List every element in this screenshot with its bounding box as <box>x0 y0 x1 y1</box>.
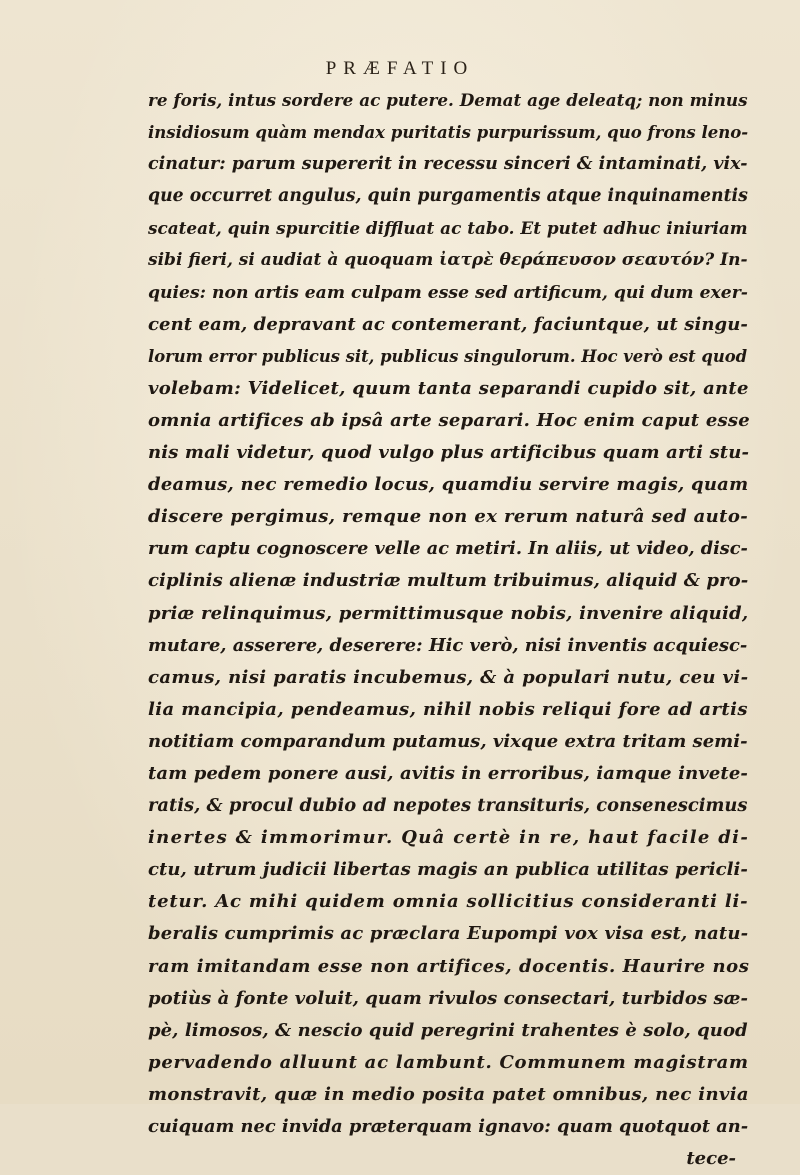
text-line-14: discere pergimus, remque non ex rerum naturâ sed auto- <box>148 506 749 528</box>
text-line-24: inertes & immorimur. Quâ certè in re, haut facile di- <box>148 827 750 849</box>
text-line-1: re foris, intus sordere ac putere. Demat age deleatq; non minus <box>148 90 748 110</box>
text-line-17: priæ relinquimus, permittimusque nobis, invenire aliquid, <box>148 602 749 624</box>
text-line-11: omnia artifices ab ipsâ arte separari. Hoc enim caput esse <box>148 409 750 431</box>
text-line-16: ciplinis alienæ industriæ multum tribuimus, aliquid & pro- <box>148 570 749 592</box>
text-line-22: tam pedem ponere ausi, avitis in erroribus, iamque invete- <box>148 762 749 784</box>
text-line-13: deamus, nec remedio locus, quamdiu servire magis, quam <box>148 474 749 496</box>
text-line-4: que occurret angulus, quin purgamentis atque inquinamentis <box>148 186 748 207</box>
text-line-31: pervadendo alluunt ac lambunt. Communem magistram <box>148 1051 749 1073</box>
text-line-10: volebam: Videlicet, quum tanta separandi cupido sit, ante <box>148 377 749 399</box>
text-line-12: nis mali videtur, quod vulgo plus artificibus quam arti stu- <box>148 442 750 464</box>
text-line-7: quies: non artis eam culpam esse sed artificum, qui dum exer- <box>148 282 748 303</box>
text-line-19: camus, nisi paratis incubemus, & à populari nutu, ceu vi- <box>148 666 749 688</box>
catchword: tece- <box>686 1148 736 1170</box>
text-line-25: ctu, utrum judicii libertas magis an publica utilitas pericli- <box>148 859 748 881</box>
text-line-28: ram imitandam esse non artifices, docentis. Haurire nos <box>148 955 750 977</box>
text-line-18: mutare, asserere, deserere: Hic verò, nisi inventis acquiesc- <box>148 634 748 656</box>
body-text <box>148 84 748 1175</box>
text-line-21: notitiam comparandum putamus, vixque extra tritam semi- <box>148 730 748 752</box>
page-header: PRÆFATIO <box>325 58 475 79</box>
text-line-2: insidiosum quàm mendax puritatis purpurissum, quo frons leno- <box>148 122 749 143</box>
text-line-26: tetur. Ac mihi quidem omnia sollicitius consideranti li- <box>148 891 749 913</box>
text-line-20: lia mancipia, pendeamus, nihil nobis reliqui fore ad artis <box>148 698 748 720</box>
text-line-6: sibi fieri, si audiat à quoquam ἰατρὲ θεράπευσον σεαυτόν? In- <box>148 250 748 271</box>
text-line-29: potiùs à fonte voluit, quam rivulos consectari, turbidos sæ- <box>148 987 748 1009</box>
text-line-15: rum captu cognoscere velle ac metiri. In aliis, ut video, disc- <box>148 538 748 560</box>
text-line-5: scateat, quin spurcitie diffluat ac tabo. Et putet adhuc iniuriam <box>148 218 748 239</box>
text-line-23: ratis, & procul dubio ad nepotes transituris, consenescimus <box>148 795 748 817</box>
text-line-30: pè, limosos, & nescio quid peregrini trahentes è solo, quod <box>148 1019 748 1041</box>
text-line-32: monstravit, quæ in medio posita patet omnibus, nec invia <box>148 1083 749 1105</box>
text-line-33: cuiquam nec invida præterquam ignavo: quam quotquot an- <box>148 1116 749 1137</box>
text-line-3: cinatur: parum supererit in recessu sinceri & intaminati, vix- <box>148 154 748 175</box>
text-line-27: beralis cumprimis ac præclara Eupompi vox visa est, natu- <box>148 923 749 945</box>
text-line-8: cent eam, depravant ac contemerant, faciuntque, ut singu- <box>148 313 748 335</box>
text-line-9: lorum error publicus sit, publicus singulorum. Hoc verò est quod <box>148 346 748 366</box>
